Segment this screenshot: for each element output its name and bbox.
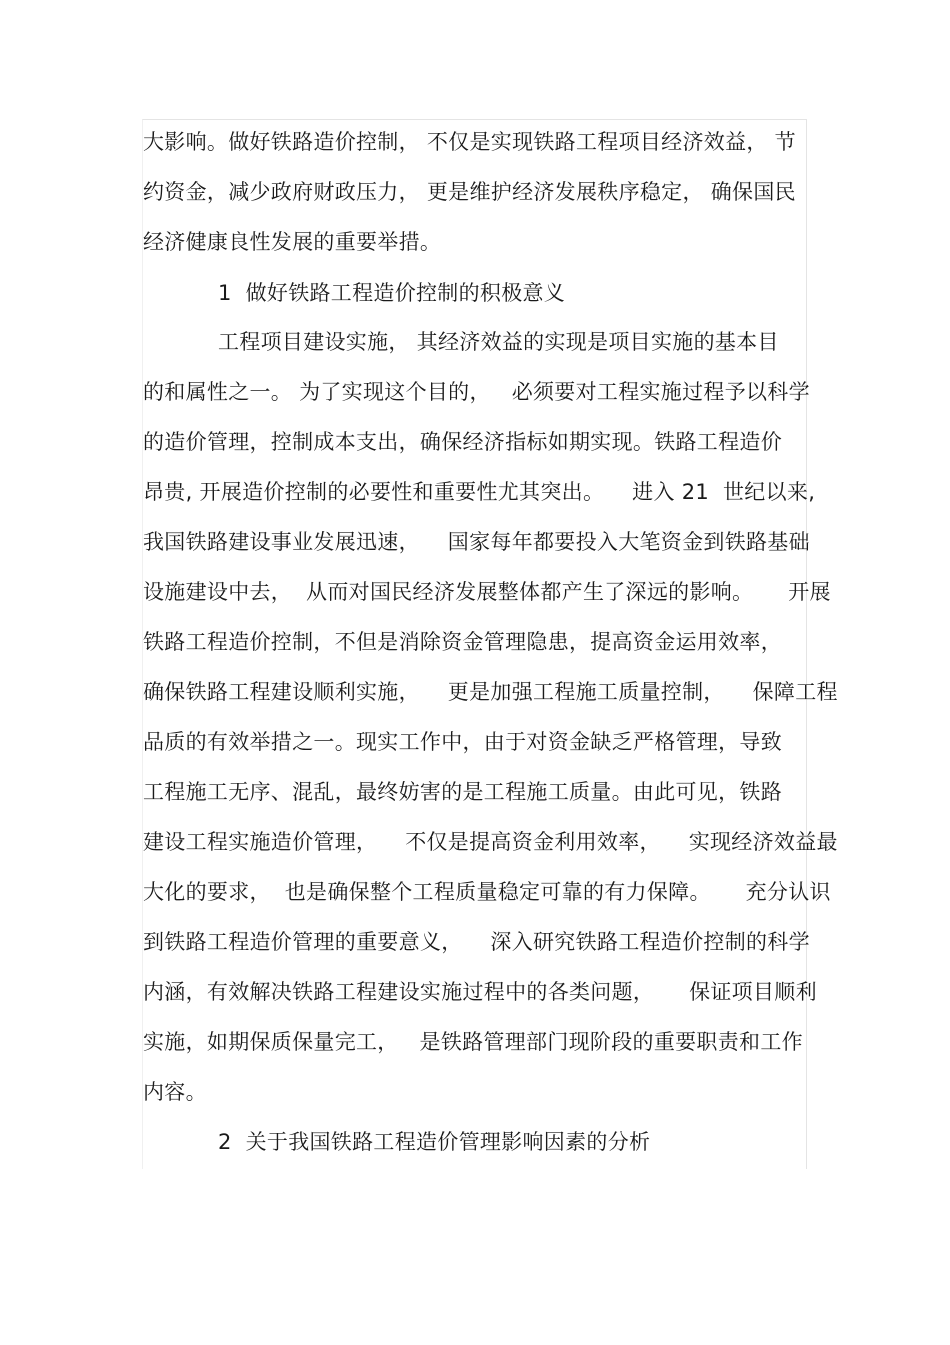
body-text-line: 内涵，有效解决铁路工程建设实施过程中的各类问题， 保证项目顺利 bbox=[143, 980, 817, 1004]
body-text-line: 大影响。做好铁路造价控制， 不仅是实现铁路工程项目经济效益， 节 bbox=[143, 130, 796, 154]
body-text-line: 约资金，减少政府财政压力， 更是维护经济发展秩序稳定， 确保国民 bbox=[143, 180, 796, 204]
body-text-line: 到铁路工程造价管理的重要意义， 深入研究铁路工程造价控制的科学 bbox=[143, 930, 810, 954]
body-text-line: 昂贵, 开展造价控制的必要性和重要性尤其突出。 进入 21 世纪以来, bbox=[143, 480, 816, 504]
body-text-line: 大化的要求， 也是确保整个工程质量稳定可靠的有力保障。 充分认识 bbox=[143, 880, 831, 904]
body-text-line: 设施建设中去， 从而对国民经济发展整体都产生了深远的影响。 开展 bbox=[143, 580, 831, 604]
section-heading-2: 2 关于我国铁路工程造价管理影响因素的分析 bbox=[218, 1130, 651, 1154]
body-text-line: 铁路工程造价控制，不但是消除资金管理隐患，提高资金运用效率， bbox=[143, 630, 782, 654]
paragraph-first-line: 工程项目建设实施， 其经济效益的实现是项目实施的基本目 bbox=[218, 330, 779, 354]
body-text-line: 经济健康良性发展的重要举措。 bbox=[143, 230, 442, 254]
body-text-line: 实施，如期保质保量完工， 是铁路管理部门现阶段的重要职责和工作 bbox=[143, 1030, 803, 1054]
body-text-line: 的和属性之一。 为了实现这个目的， 必须要对工程实施过程予以科学 bbox=[143, 380, 810, 404]
body-text-line: 确保铁路工程建设顺利实施， 更是加强工程施工质量控制， 保障工程 bbox=[143, 680, 838, 704]
body-text-line: 品质的有效举措之一。现实工作中，由于对资金缺乏严格管理，导致 bbox=[143, 730, 782, 754]
body-text-line: 内容。 bbox=[143, 1080, 207, 1104]
body-text-line: 的造价管理，控制成本支出，确保经济指标如期实现。铁路工程造价 bbox=[143, 430, 782, 454]
body-text-line: 工程施工无序、混乱，最终妨害的是工程施工质量。由此可见，铁路 bbox=[143, 780, 782, 804]
section-heading-1: 1 做好铁路工程造价控制的积极意义 bbox=[218, 281, 566, 305]
body-text-line: 建设工程实施造价管理， 不仅是提高资金利用效率， 实现经济效益最 bbox=[143, 830, 838, 854]
body-text-line: 我国铁路建设事业发展迅速， 国家每年都要投入大笔资金到铁路基础 bbox=[143, 530, 810, 554]
